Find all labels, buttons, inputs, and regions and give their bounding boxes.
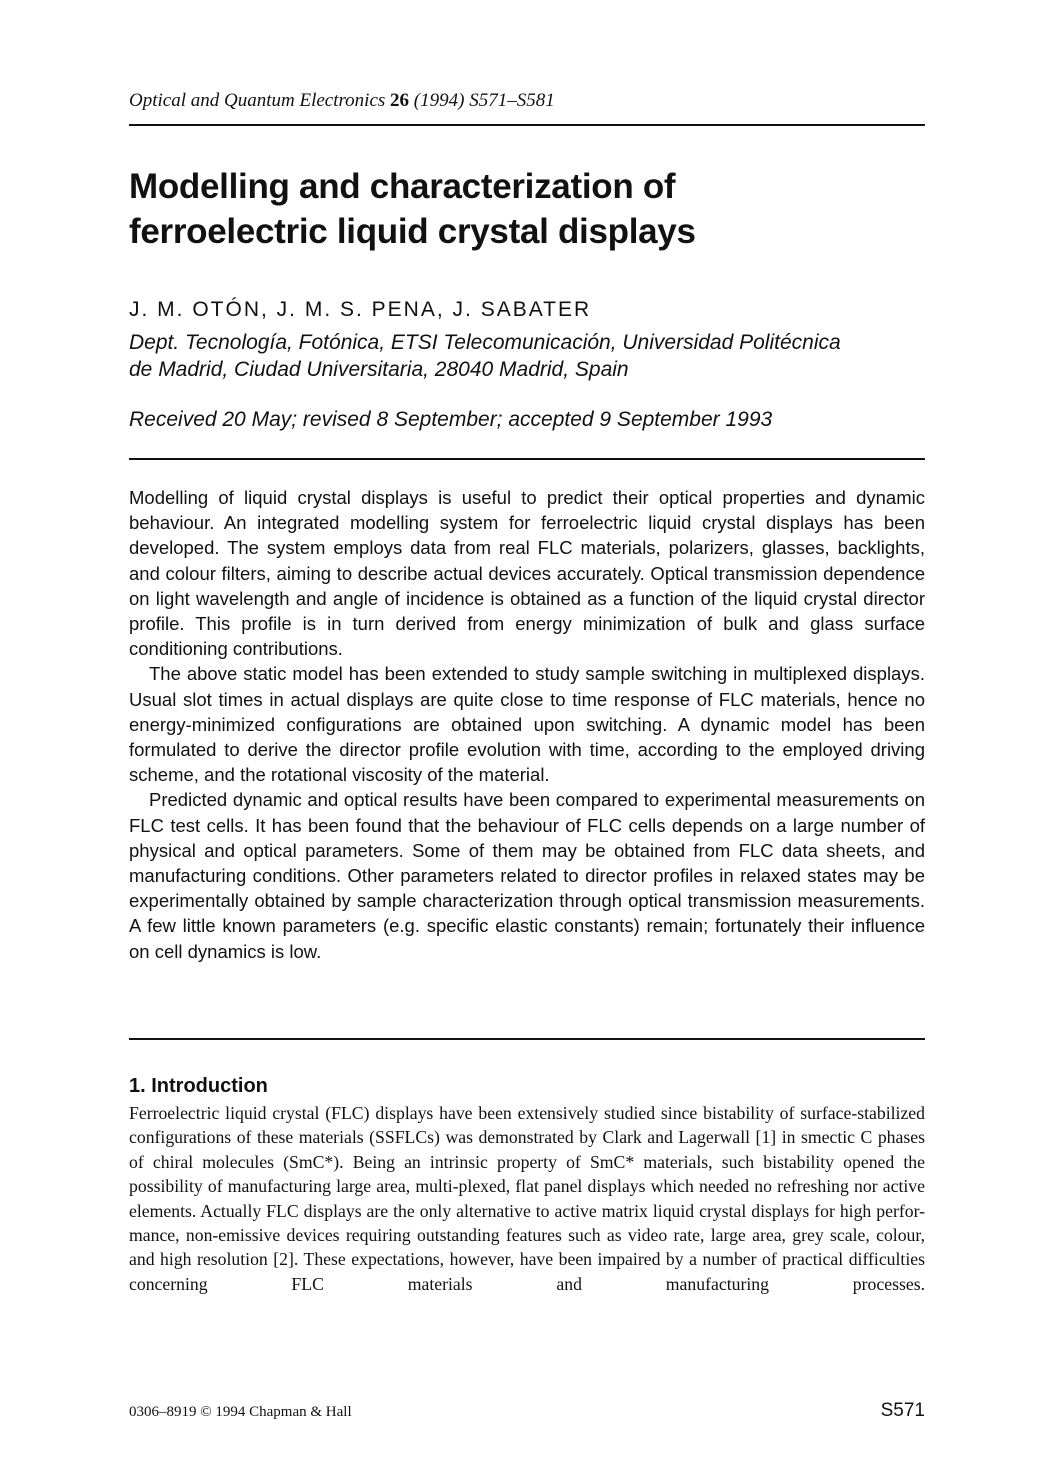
affiliation-line-1: Dept. Tecnología, Fotónica, ETSI Telecomunicación, Universidad Politécnica [129,331,841,354]
affiliation [129,329,841,383]
received-dates: Received 20 May; revised 8 September; accepted 9 September 1993 [129,408,773,431]
abstract [129,485,925,964]
header-rule [129,124,925,126]
journal-citation [129,90,555,112]
title-line-1: Modelling and characterization of [129,167,676,206]
abstract-top-rule [129,458,925,460]
title-line-2: ferroelectric liquid crystal displays [129,212,696,251]
abstract-paragraph: Modelling of liquid crystal displays is useful to predict their optical properties and dynamic behaviour. An integrated modelling system for ferroelectric liquid crystal displays has been developed. The system employs data from real FLC materials, polarizers, glasses, backlights, and colour filters, aiming to describe actual devices accurately. Optical transmission dependence on light wavelength and angle of incidence is obtained as a function of the liquid crystal director profile. This profile is in turn derived from energy minimization of bulk and glass surface conditioning contributions. [129,487,925,660]
author-list: J. M. OTÓN, J. M. S. PENA, J. SABATER [129,298,592,321]
abstract-bottom-rule [129,1038,925,1040]
journal-name: Optical and Quantum Electronics [129,90,386,111]
journal-volume: 26 [390,90,410,111]
footer-issn-copyright: 0306–8919 © 1994 Chapman & Hall [129,1404,352,1420]
introduction-paragraph: Ferroelectric liquid crystal (FLC) displays have been extensively studied since bistability of surface-stabilized configurations of these materials (SSFLCs) was demonstrated by Clark and Lagerwall [1] in smectic C phases of chiral molecules (SmC*). Being an intrinsic property of SmC* materials, such bistability opened the possibility of manufacturing large area, multi-plexed, flat panel displays which needed no refreshing nor active elements. Actually FLC displays are the only alternative to active matrix liquid crystal displays for high perfor-mance, non-emissive devices requiring outstanding features such as video rate, large area, grey scale, colour, and high resolution [2]. These expectations, however, have been impaired by a number of practical difficulties concerning FLC materials and manufacturing processes. [129,1103,925,1294]
page-number: S571 [880,1400,925,1421]
section-heading-introduction: 1. Introduction [129,1075,268,1097]
abstract-paragraph: Predicted dynamic and optical results have been compared to experimental measurements on FLC test cells. It has been found that the behaviour of FLC cells depends on a large number of physical and optical parameters. Some of them may be obtained from FLC data sheets, and manufacturing conditions. Other parameters related to director profiles in relaxed states may be experimentally obtained by sample characterization through optical transmission measurements. A few little known parameters (e.g. specific elastic constants) remain; fortunately their influence on cell dynamics is low. [129,789,925,962]
abstract-paragraph: The above static model has been extended to study sample switching in multiplexed displays. Usual slot times in actual displays are quite close to time response of FLC materials, hence no energy-minimized configurations are obtained upon switching. A dynamic model has been formulated to derive the director profile evolution with time, according to the employed driving scheme, and the rotational viscosity of the material. [129,663,925,786]
article-title [129,164,696,254]
affiliation-line-2: de Madrid, Ciudad Universitaria, 28040 Madrid, Spain [129,358,629,381]
journal-year-pages: (1994) S571–S581 [413,90,555,111]
